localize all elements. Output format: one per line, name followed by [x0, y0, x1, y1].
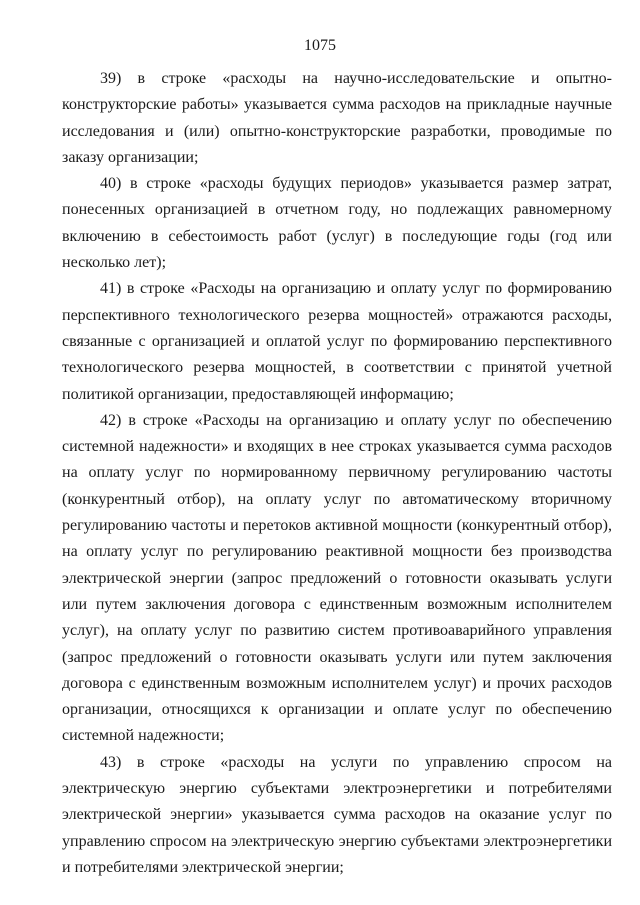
paragraph-40: 40) в строке «расходы будущих периодов» указывается размер затрат, понесенных организацией в отчетном году, но подлежащих равномерному включению в себестоимость работ (услуг) в последующие годы (год или несколько лет); — [62, 175, 612, 272]
page-number: 1075 — [304, 37, 336, 54]
document-body — [62, 66, 612, 881]
paragraph-39: 39) в строке «расходы на научно-исследовательские и опытно-конструкторские работы» указывается сумма расходов на прикладные научные исследования и (или) опытно-конструкторские разработки, проводимые по заказу организации; — [62, 70, 612, 166]
paragraph-41: 41) в строке «Расходы на организацию и оплату услуг по формированию перспективного технологического резерва мощностей» отражаются расходы, связанные с организацией и оплатой услуг по формированию перспективного технологического резерва мощностей, в соответствии с принятой учетной политикой организации, предоставляющей информацию; — [62, 280, 612, 403]
paragraph-42: 42) в строке «Расходы на организацию и оплату услуг по обеспечению системной надежности» и входящих в нее строках указывается сумма расходов на оплату услуг по нормированному первичному регулированию частоты (конкурентный отбор), на оплату услуг по автоматическому вторичному регулированию частоты и перетоков активной мощности (конкурентный отбор), на оплату услуг по регулированию реактивной мощности без производства электрической энергии (запрос предложений о готовности оказывать услуги или путем заключения договора с единственным возможным исполнителем услуг), на оплату услуг по развитию систем противоаварийного управления (запрос предложений о готовности оказывать услуги или путем заключения договора с единственным возможным исполнителем услуг) и прочих расходов организации, относящихся к организации и оплате услуг по обеспечению системной надежности; — [62, 411, 612, 745]
paragraph-43: 43) в строке «расходы на услуги по управлению спросом на электрическую энергию субъектами электроэнергетики и потребителями электрической энергии» указывается сумма расходов на оказание услуг по управлению спросом на электрическую энергию субъектами электроэнергетики и потребителями электрической энергии; — [62, 753, 612, 876]
